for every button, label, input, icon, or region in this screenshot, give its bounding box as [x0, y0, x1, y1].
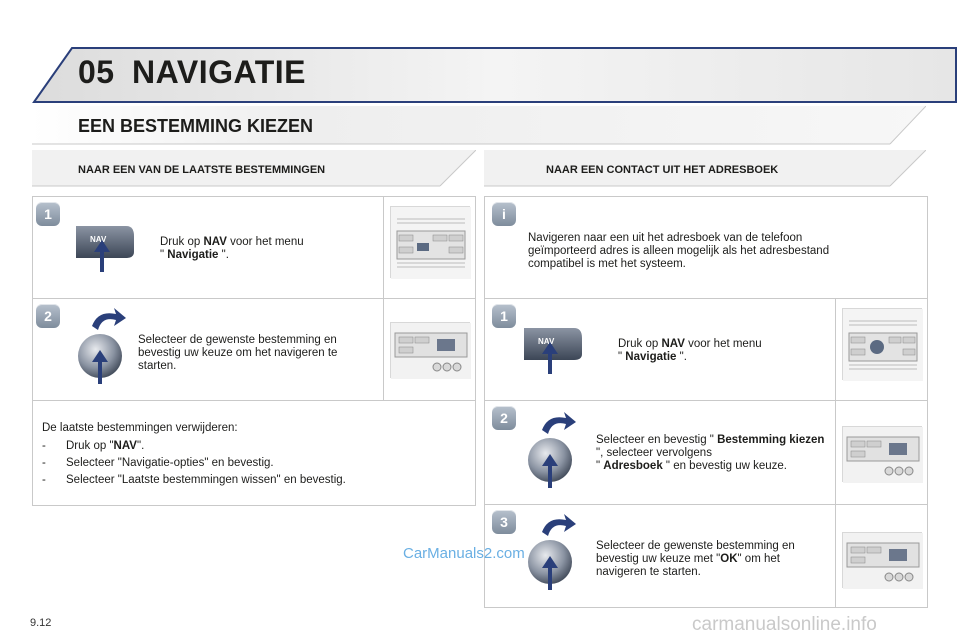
right-divider-1: [484, 298, 928, 299]
info-icon: i: [492, 202, 516, 226]
section-title: EEN BESTEMMING KIEZEN: [78, 116, 314, 136]
page-number: 9.12: [30, 617, 52, 629]
step-badge: 1: [36, 202, 60, 226]
chapter-title: NAVIGATIE: [132, 54, 306, 90]
radio-unit-image: [842, 532, 922, 588]
nav-key-label: NAV: [538, 337, 555, 346]
step-badge: 2: [492, 406, 516, 430]
delete-item-2: Selecteer "Navigatie-opties" en bevestig.: [66, 457, 274, 469]
delete-item-3: Selecteer "Laatste bestemmingen wissen" en bevestig.: [66, 474, 346, 486]
left-vdivider: [383, 196, 384, 400]
step-badge: 3: [492, 510, 516, 534]
right-divider-2: [484, 400, 928, 401]
right-divider-3: [484, 504, 928, 505]
right-subtitle: NAAR EEN CONTACT UIT HET ADRESBOEK: [546, 164, 779, 176]
left-subtitle: NAAR EEN VAN DE LAATSTE BESTEMMINGEN: [78, 164, 326, 176]
bullet: -: [42, 474, 46, 486]
nav-key-label: NAV: [90, 235, 107, 244]
nav-button-image: [524, 324, 586, 381]
bullet: -: [42, 440, 46, 452]
nav-button-image: [76, 222, 138, 279]
radio-unit-image: [390, 322, 470, 378]
info-text: Navigeren naar een uit het adresboek van de telefoon geïmporteerd adres is alleen mogelijk als het adresbestand compatibel is met het systeem.: [528, 232, 830, 270]
rotary-knob-image: [76, 306, 140, 391]
watermark-site: carmanualsonline.info: [692, 614, 877, 635]
right-step2-text: Selecteer en bevestig " Bestemming kiezen ", selecteer vervolgens " Adresboek " en bevestig uw keuze.: [596, 434, 825, 472]
left-step1-text: Druk op NAV voor het menu " Navigatie ".: [160, 236, 304, 261]
watermark: CarManuals2.com: [403, 545, 525, 562]
rotary-knob-image: [526, 410, 590, 495]
delete-item-1: Druk op "NAV".: [66, 440, 145, 452]
step-badge: 1: [492, 304, 516, 328]
right-vdivider: [835, 298, 836, 608]
right-step3-text: Selecteer de gewenste bestemming en bevestig uw keuze met "OK" om het navigeren te starten.: [596, 540, 795, 578]
left-divider-2: [32, 400, 476, 401]
radio-unit-image: [390, 206, 470, 278]
radio-unit-image: [842, 426, 922, 482]
left-divider-1: [32, 298, 476, 299]
chapter-number: 05: [78, 54, 115, 90]
bullet: -: [42, 457, 46, 469]
delete-intro: De laatste bestemmingen verwijderen:: [42, 422, 238, 434]
left-step2-text: Selecteer de gewenste bestemming en bevestig uw keuze om het navigeren te starten.: [138, 334, 338, 372]
right-step1-text: Druk op NAV voor het menu " Navigatie ".: [618, 338, 762, 363]
radio-unit-image: [842, 308, 922, 380]
step-badge: 2: [36, 304, 60, 328]
rotary-knob-image: [526, 512, 590, 597]
